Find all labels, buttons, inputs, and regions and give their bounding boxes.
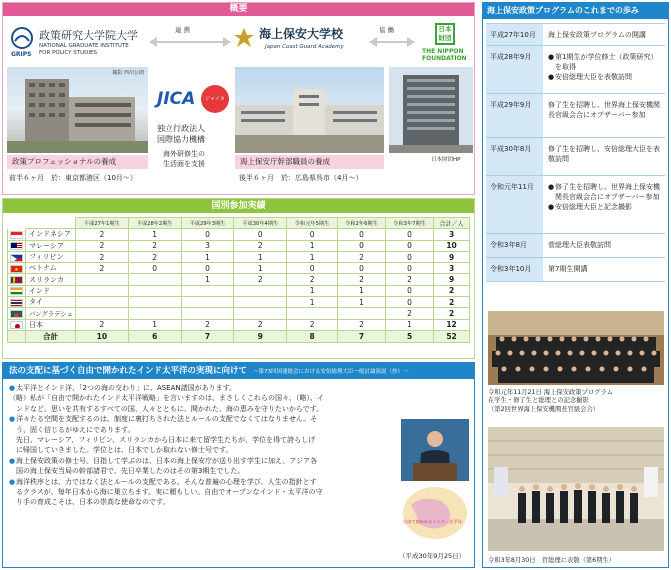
speech-bullets bbox=[9, 383, 409, 508]
bullet-icon: ● bbox=[9, 415, 16, 424]
india-flag-icon bbox=[10, 287, 23, 295]
table-row: タイ 1 1 0 2 bbox=[8, 297, 470, 308]
jica-note-1: 海外研修生の bbox=[163, 150, 205, 158]
overview-panel bbox=[2, 2, 475, 195]
jcga-building-photo bbox=[235, 67, 384, 153]
grips-name-en-1: NATIONAL GRADUATE INSTITUTE bbox=[39, 43, 129, 49]
bullet-icon: ● bbox=[9, 456, 16, 465]
country-name: スリランカ bbox=[26, 274, 76, 285]
jica-logo bbox=[155, 83, 231, 119]
jcga-caption: 海上保安庁幹部職員の養成 bbox=[235, 155, 384, 169]
timeline-row: 平成29年9月 修了生を招聘し、世界海上保安機関長官級会合にオブザーバー参加 bbox=[486, 94, 665, 138]
arrow-left-icon bbox=[149, 37, 157, 47]
arrow-left-icon bbox=[369, 37, 377, 47]
history-panel bbox=[482, 2, 669, 568]
column-header: 平成28年2期生 bbox=[128, 218, 181, 229]
list-item: ● 海上保安政策の修士号。目指して学ぶのは、日本の海上保安庁が送り出す学生に加え、アジア各 国の海上保安当局の幹部諸君で、先日卒業したのはその第3期生でした。 bbox=[9, 456, 318, 476]
timeline-row: 平成28年9月 ● 第1期生が学位修士（政策研究）を取得 ● 安倍総理大臣を表敬訪問 bbox=[486, 46, 665, 94]
timeline-date: 令和3年10月 bbox=[486, 258, 543, 281]
jcga-name-en: Japan Coast Guard Academy bbox=[265, 44, 344, 50]
grips-term: 前半６ヶ月 於：東京都港区（10月〜） bbox=[9, 174, 137, 182]
jica-name-1: 独立行政法人 bbox=[157, 124, 205, 133]
table-row: バングラデシュ 2 2 bbox=[8, 308, 470, 319]
participation-panel bbox=[2, 198, 475, 359]
country-name: マレーシア bbox=[26, 240, 76, 251]
indonesia-flag-icon bbox=[10, 231, 23, 239]
list-item: ● 海洋秩序とは、力ではなく法とルールの支配である。そんな普遍の心理を学び、人生の指針とす るクラスが、毎年日本から海に巣立ちます。実に頼もしい。自由でオープンなインド・太平洋の守 り手の育成こそは、日本の崇高な使命なのです。 bbox=[9, 477, 323, 507]
nippon-building-image bbox=[389, 67, 473, 153]
table-header-row bbox=[8, 218, 470, 229]
sri-lanka-flag-icon bbox=[10, 276, 23, 284]
arrow-right-icon bbox=[223, 37, 231, 47]
timeline-row: 令和元年11月 ● 修了生を招聘し、世界海上保安機関長官級会合にオブザーバー参加 ● 安倍総理大臣と記念撮影 bbox=[486, 176, 665, 234]
link-arrow-right bbox=[371, 26, 413, 47]
jica-name-2: 国際協力機構 bbox=[157, 135, 205, 144]
timeline-date: 平成29年9月 bbox=[486, 94, 543, 137]
jcga-building-image bbox=[235, 67, 384, 153]
jcga-term: 後半６ヶ月 於：広島県呉市（4月〜） bbox=[239, 174, 363, 182]
jcga-name-jp: 海上保安大学校 bbox=[259, 27, 344, 41]
jcga-logo bbox=[233, 25, 373, 65]
group-photo-2021 bbox=[488, 427, 664, 551]
bullet-icon: ● bbox=[548, 53, 555, 61]
table-row: スリランカ 1 2 2 2 2 9 bbox=[8, 274, 470, 285]
jcga-emblem-icon bbox=[233, 27, 255, 49]
column-header: 平成30年4期生 bbox=[234, 218, 287, 229]
timeline-row: 令和3年8月 菅総理大臣表敬訪問 bbox=[486, 234, 665, 258]
speech-date: （平成30年9月25日） bbox=[399, 552, 466, 560]
column-header: 令和元年5期生 bbox=[287, 218, 338, 229]
column-header: 令和2年6期生 bbox=[337, 218, 385, 229]
nippon-foundation-logo bbox=[417, 23, 473, 67]
grips-name-en-2: FOR POLICY STUDIES bbox=[39, 50, 97, 56]
speech-subtitle: 〜第73回国連総会における安倍総理大臣一般討論演説（抄）〜 bbox=[252, 369, 409, 375]
grips-photo-credit: 撮影 西川公朗 bbox=[112, 70, 144, 76]
grips-name-jp: 政策研究大学院大学 bbox=[39, 29, 138, 42]
grips-caption: 政策プロフェッショナルの養成 bbox=[7, 155, 148, 169]
grips-logo bbox=[11, 25, 146, 65]
timeline-date: 令和元年11月 bbox=[486, 176, 543, 233]
country-name: ベトナム bbox=[26, 263, 76, 274]
country-name: インドネシア bbox=[26, 229, 76, 240]
timeline-row: 平成27年10月 海上保安政策プログラムの開講 bbox=[486, 24, 665, 46]
timeline-date: 平成28年9月 bbox=[486, 46, 543, 93]
table-row: 日本 2 1 2 2 2 2 1 12 bbox=[8, 319, 470, 330]
group-photo-2019 bbox=[488, 311, 664, 385]
speech-header bbox=[3, 363, 474, 379]
grips-building-image bbox=[7, 67, 148, 153]
column-header: 令和3年7期生 bbox=[386, 218, 434, 229]
link-right-label: 協 働 bbox=[375, 25, 398, 34]
country-name: フィリピン bbox=[26, 251, 76, 262]
grips-emblem-icon bbox=[11, 27, 33, 49]
bullet-icon: ● bbox=[548, 73, 555, 81]
timeline-row: 平成30年8月 修了生を招聘し、安倍総理大臣を表敬訪問 bbox=[486, 138, 665, 176]
link-arrow-left bbox=[151, 26, 229, 47]
bangladesh-flag-icon bbox=[10, 310, 23, 318]
nippon-photo-credit: 日本財団HP bbox=[431, 157, 461, 163]
participation-table bbox=[7, 217, 470, 343]
table-row: インドネシア 2 1 0 0 0 0 0 3 bbox=[8, 229, 470, 240]
table-row: インド 1 1 0 2 bbox=[8, 285, 470, 296]
indo-pacific-map bbox=[401, 483, 469, 543]
map-image bbox=[401, 483, 469, 543]
timeline-date: 令和3年8月 bbox=[486, 234, 543, 257]
country-name: タイ bbox=[26, 297, 76, 308]
jica-note-2: 生活面を支援 bbox=[163, 160, 205, 168]
japan-flag-icon bbox=[10, 321, 23, 329]
list-item: ● 洋々たる空間を支配するのは、制度に裏打ちされた法とルールの支配でなくてはなりません。そ う、固く信じるがゆえにであります。 先日、マレーシア、フィリピン、スリランカから日本に来て留学生たちが、学位を得て誇らしげ に帰国していきました。学位とは、日本でしか取れない修士号です。 bbox=[9, 415, 318, 455]
jica-logo-text: JICA bbox=[157, 89, 196, 109]
group-photo-image bbox=[488, 311, 664, 385]
country-header-cell bbox=[26, 218, 76, 229]
jica-logo-sub: ジャイカ bbox=[201, 85, 229, 113]
history-header: 海上保安政策プログラムのこれまでの歩み bbox=[483, 3, 668, 19]
vietnam-flag-icon: ★ bbox=[10, 265, 23, 273]
table-row: ★ ベトナム 2 0 0 1 0 0 0 3 bbox=[8, 263, 470, 274]
list-item: （略）私が「自由で開かれたインド太平洋戦略」を言いますのは、まさしくこれらの国々、（略）、イ ンドなど、思いを共有するすべての国、人々とともに、開かれた、海の恵みを守りたいからです。 bbox=[9, 394, 324, 413]
speech-panel bbox=[2, 362, 475, 568]
nippon-logo-mark: 日本 財団 bbox=[435, 23, 455, 45]
country-name: 日本 bbox=[26, 319, 76, 330]
participation-header: 国別参加実績 bbox=[3, 199, 474, 213]
table-total-row: 合計 10 6 7 9 8 7 5 52 bbox=[8, 330, 470, 342]
nippon-building-photo bbox=[389, 67, 473, 153]
table-row: マレーシア 2 2 3 2 1 0 0 10 bbox=[8, 240, 470, 251]
speaker-image bbox=[401, 419, 469, 481]
bullet-icon: ● bbox=[548, 183, 555, 191]
column-header: 合計／人 bbox=[434, 218, 470, 229]
list-item: ● 太平洋とインド洋、「2つの海の交わり」に、ASEAN諸国があります。 bbox=[9, 384, 237, 392]
bullet-icon: ● bbox=[9, 477, 16, 486]
map-label: 自由で開かれたインド・太平洋 bbox=[403, 519, 462, 524]
philippines-flag-icon bbox=[10, 254, 23, 262]
link-left-label: 連 携 bbox=[171, 25, 194, 34]
grips-logo-text: GRIPS bbox=[11, 51, 32, 58]
timeline-date: 平成30年8月 bbox=[486, 138, 543, 175]
country-name: バングラデシュ bbox=[26, 308, 76, 319]
speech-title: 法の支配に基づく自由で開かれたインド太平洋の実現に向けて bbox=[9, 366, 248, 376]
column-header: 平成27年1期生 bbox=[76, 218, 129, 229]
grips-building-photo bbox=[7, 67, 148, 153]
total-label: 合計 bbox=[26, 330, 76, 342]
nippon-name-2: FOUNDATION bbox=[422, 55, 467, 62]
bullet-icon: ● bbox=[548, 203, 555, 211]
timeline-row: 令和3年10月 第7期生開講 bbox=[486, 258, 665, 282]
arrow-right-icon bbox=[407, 37, 415, 47]
group-photo-image bbox=[488, 427, 664, 551]
speech-photo bbox=[401, 419, 469, 481]
group-photo-2019-caption: 令和元年11月21日 海上保安政策プログラム 在学生・修了生と総理との記念撮影 （第2回世界海上保安機関長官級会合） bbox=[488, 389, 614, 413]
column-header: 平成29年3期生 bbox=[181, 218, 234, 229]
flag-header-cell bbox=[8, 218, 26, 229]
malaysia-flag-icon bbox=[10, 242, 23, 250]
history-timeline bbox=[486, 23, 665, 303]
thailand-flag-icon bbox=[10, 299, 23, 307]
nippon-name-1: THE NIPPON bbox=[422, 48, 464, 55]
group-photo-2021-caption: 令和3年8月30日 菅総理に表敬（第6期生） bbox=[488, 557, 616, 564]
table-row: フィリピン 2 2 1 1 1 2 0 9 bbox=[8, 251, 470, 262]
overview-header: 概要 bbox=[3, 3, 474, 16]
country-name: インド bbox=[26, 285, 76, 296]
bullet-icon: ● bbox=[9, 384, 16, 392]
timeline-date: 平成27年10月 bbox=[486, 24, 543, 45]
